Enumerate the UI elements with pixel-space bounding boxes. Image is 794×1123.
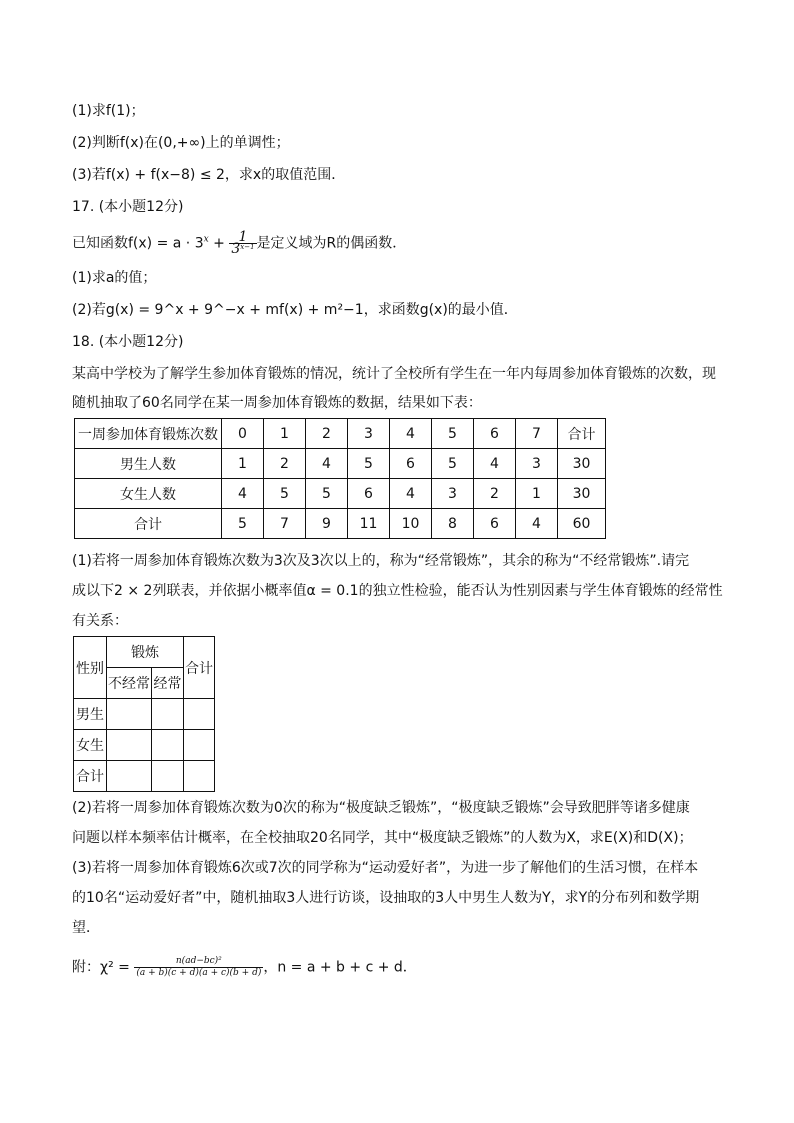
table-cell: 7: [264, 509, 306, 539]
table-header-cell: 5: [432, 419, 474, 449]
table-header-cell: 一周参加体育锻炼次数: [75, 419, 222, 449]
q16-part1: (1)求f(1)；: [72, 103, 145, 119]
table-header-cell: 7: [516, 419, 558, 449]
table-cell: 9: [306, 509, 348, 539]
table-cell: [184, 699, 215, 730]
contingency-row-label: 男生: [74, 699, 107, 730]
q17-stem-prefix: 已知函数f(x) = a · 3: [72, 235, 204, 252]
table-row: [74, 699, 215, 730]
contingency-not-often-header: 不经常: [107, 668, 152, 699]
q17-header: 17. (本小题12分): [72, 199, 184, 215]
table-header-cell: 3: [348, 419, 390, 449]
table-cell: 6: [348, 479, 390, 509]
table-cell: 60: [558, 509, 606, 539]
table-row: [75, 449, 606, 479]
table-row: [75, 479, 606, 509]
table-header-cell: 6: [474, 419, 516, 449]
contingency-row-label: 女生: [74, 730, 107, 761]
q16-part3: (3)若f(x) + f(x−8) ≤ 2，求x的取值范围．: [72, 167, 346, 183]
table-cell: 30: [558, 479, 606, 509]
table-cell: 4: [516, 509, 558, 539]
table-cell: [152, 730, 184, 761]
table-cell: [107, 730, 152, 761]
q18-part2-line2: 问题以样本频率估计概率，在全校抽取20名同学，其中“极度缺乏锻炼”的人数为X，求E(X)和D(X)；: [72, 830, 693, 846]
table-cell: [152, 761, 184, 792]
q17-frac-den: 3: [231, 241, 241, 257]
contingency-gender-header: 性别: [74, 637, 107, 699]
q18-header: 18. (本小题12分): [72, 334, 184, 350]
table-cell: 8: [432, 509, 474, 539]
q18-part3-line2: 的10名“运动爱好者”中，随机抽取3人进行访谈，设抽取的3人中男生人数为Y，求Y的分布列和数学期: [72, 890, 700, 906]
table-cell: 3: [432, 479, 474, 509]
table-cell: 10: [390, 509, 432, 539]
table-cell: 5: [306, 479, 348, 509]
q18-appendix: [72, 956, 417, 979]
table-header-cell: 4: [390, 419, 432, 449]
appendix-suffix: ，n = a + b + c + d．: [263, 959, 417, 976]
chi-square-denominator: (a + b)(c + d)(a + c)(b + d): [136, 968, 262, 978]
q17-part2: (2)若g(x) = 9^x + 9^−x + mf(x) + m²−1，求函数g(x)的最小值．: [72, 302, 518, 318]
q17-fraction: $\frac{1}{3^{x-1}}$: [231, 229, 255, 257]
q18-part3-line3: 望．: [72, 920, 100, 936]
chi-square-fraction: [134, 956, 263, 979]
table-cell: [152, 699, 184, 730]
table-row: [75, 509, 606, 539]
table-cell: 合计: [75, 509, 222, 539]
table-cell: 4: [306, 449, 348, 479]
table-header-cell: 2: [306, 419, 348, 449]
table-cell: 5: [264, 479, 306, 509]
contingency-exercise-header: 锻炼: [107, 637, 184, 668]
table-cell: 30: [558, 449, 606, 479]
q16-part2: (2)判断f(x)在(0,+∞)上的单调性；: [72, 135, 290, 151]
q17-stem-suffix: 是定义域为R的偶函数．: [256, 235, 407, 252]
contingency-row-label: 合计: [74, 761, 107, 792]
appendix-label: 附：χ² =: [72, 959, 130, 976]
contingency-table: [73, 636, 215, 792]
table-cell: 2: [264, 449, 306, 479]
table-cell: [184, 730, 215, 761]
q18-part1-line1: (1)若将一周参加体育锻炼次数为3次及3次以上的，称为“经常锻炼”，其余的称为“不经常锻炼”.请完: [72, 553, 690, 569]
table-cell: 6: [390, 449, 432, 479]
table-cell: 5: [348, 449, 390, 479]
chi-square-numerator: n(ad−bc)²: [134, 956, 263, 968]
table-cell: 1: [516, 479, 558, 509]
table-cell: 2: [474, 479, 516, 509]
table-header-cell: 合计: [558, 419, 606, 449]
q17-part1: (1)求a的值；: [72, 270, 157, 286]
table-row: [74, 761, 215, 792]
table-header-row: [75, 419, 606, 449]
table-cell: 男生人数: [75, 449, 222, 479]
table-cell: [184, 761, 215, 792]
table-header-cell: 1: [264, 419, 306, 449]
table-cell: 4: [390, 479, 432, 509]
table-cell: 1: [222, 449, 264, 479]
table-header-cell: 0: [222, 419, 264, 449]
table-cell: [107, 761, 152, 792]
q17-stem: 已知函数$f(x) = a \cdot 3^x$ + $\frac{1}{3^{x-1}}$ 是定义域为R的偶函数．: [72, 229, 407, 257]
contingency-total-header: 合计: [184, 637, 215, 699]
q18-intro-line2: 随机抽取了60名同学在某一周参加体育锻炼的数据，结果如下表：: [72, 395, 482, 411]
table-cell: 6: [474, 509, 516, 539]
table-cell: 4: [474, 449, 516, 479]
exercise-frequency-table: [74, 418, 606, 539]
q17-frac-num: 1: [229, 232, 256, 244]
table-cell: 5: [222, 509, 264, 539]
table-cell: [107, 699, 152, 730]
table-cell: 3: [516, 449, 558, 479]
table-cell: 4: [222, 479, 264, 509]
table-cell: 女生人数: [75, 479, 222, 509]
q18-part1-line3: 有关系：: [72, 613, 128, 629]
contingency-often-header: 经常: [152, 668, 184, 699]
table-row: [74, 730, 215, 761]
table-cell: 5: [432, 449, 474, 479]
q18-part2-line1: (2)若将一周参加体育锻炼次数为0次的称为“极度缺乏锻炼”，“极度缺乏锻炼”会导致肥胖等诸多健康: [72, 800, 690, 816]
q18-intro-line1: 某高中学校为了解学生参加体育锻炼的情况，统计了全校所有学生在一年内每周参加体育锻炼的次数，现: [72, 366, 716, 382]
q18-part3-line1: (3)若将一周参加体育锻炼6次或7次的同学称为“运动爱好者”，为进一步了解他们的生活习惯，在样本: [72, 860, 699, 876]
q18-part1-line2: 成以下2 × 2列联表，并依据小概率值α = 0.1的独立性检验，能否认为性别因素与学生体育锻炼的经常性: [72, 583, 723, 599]
table-cell: 11: [348, 509, 390, 539]
